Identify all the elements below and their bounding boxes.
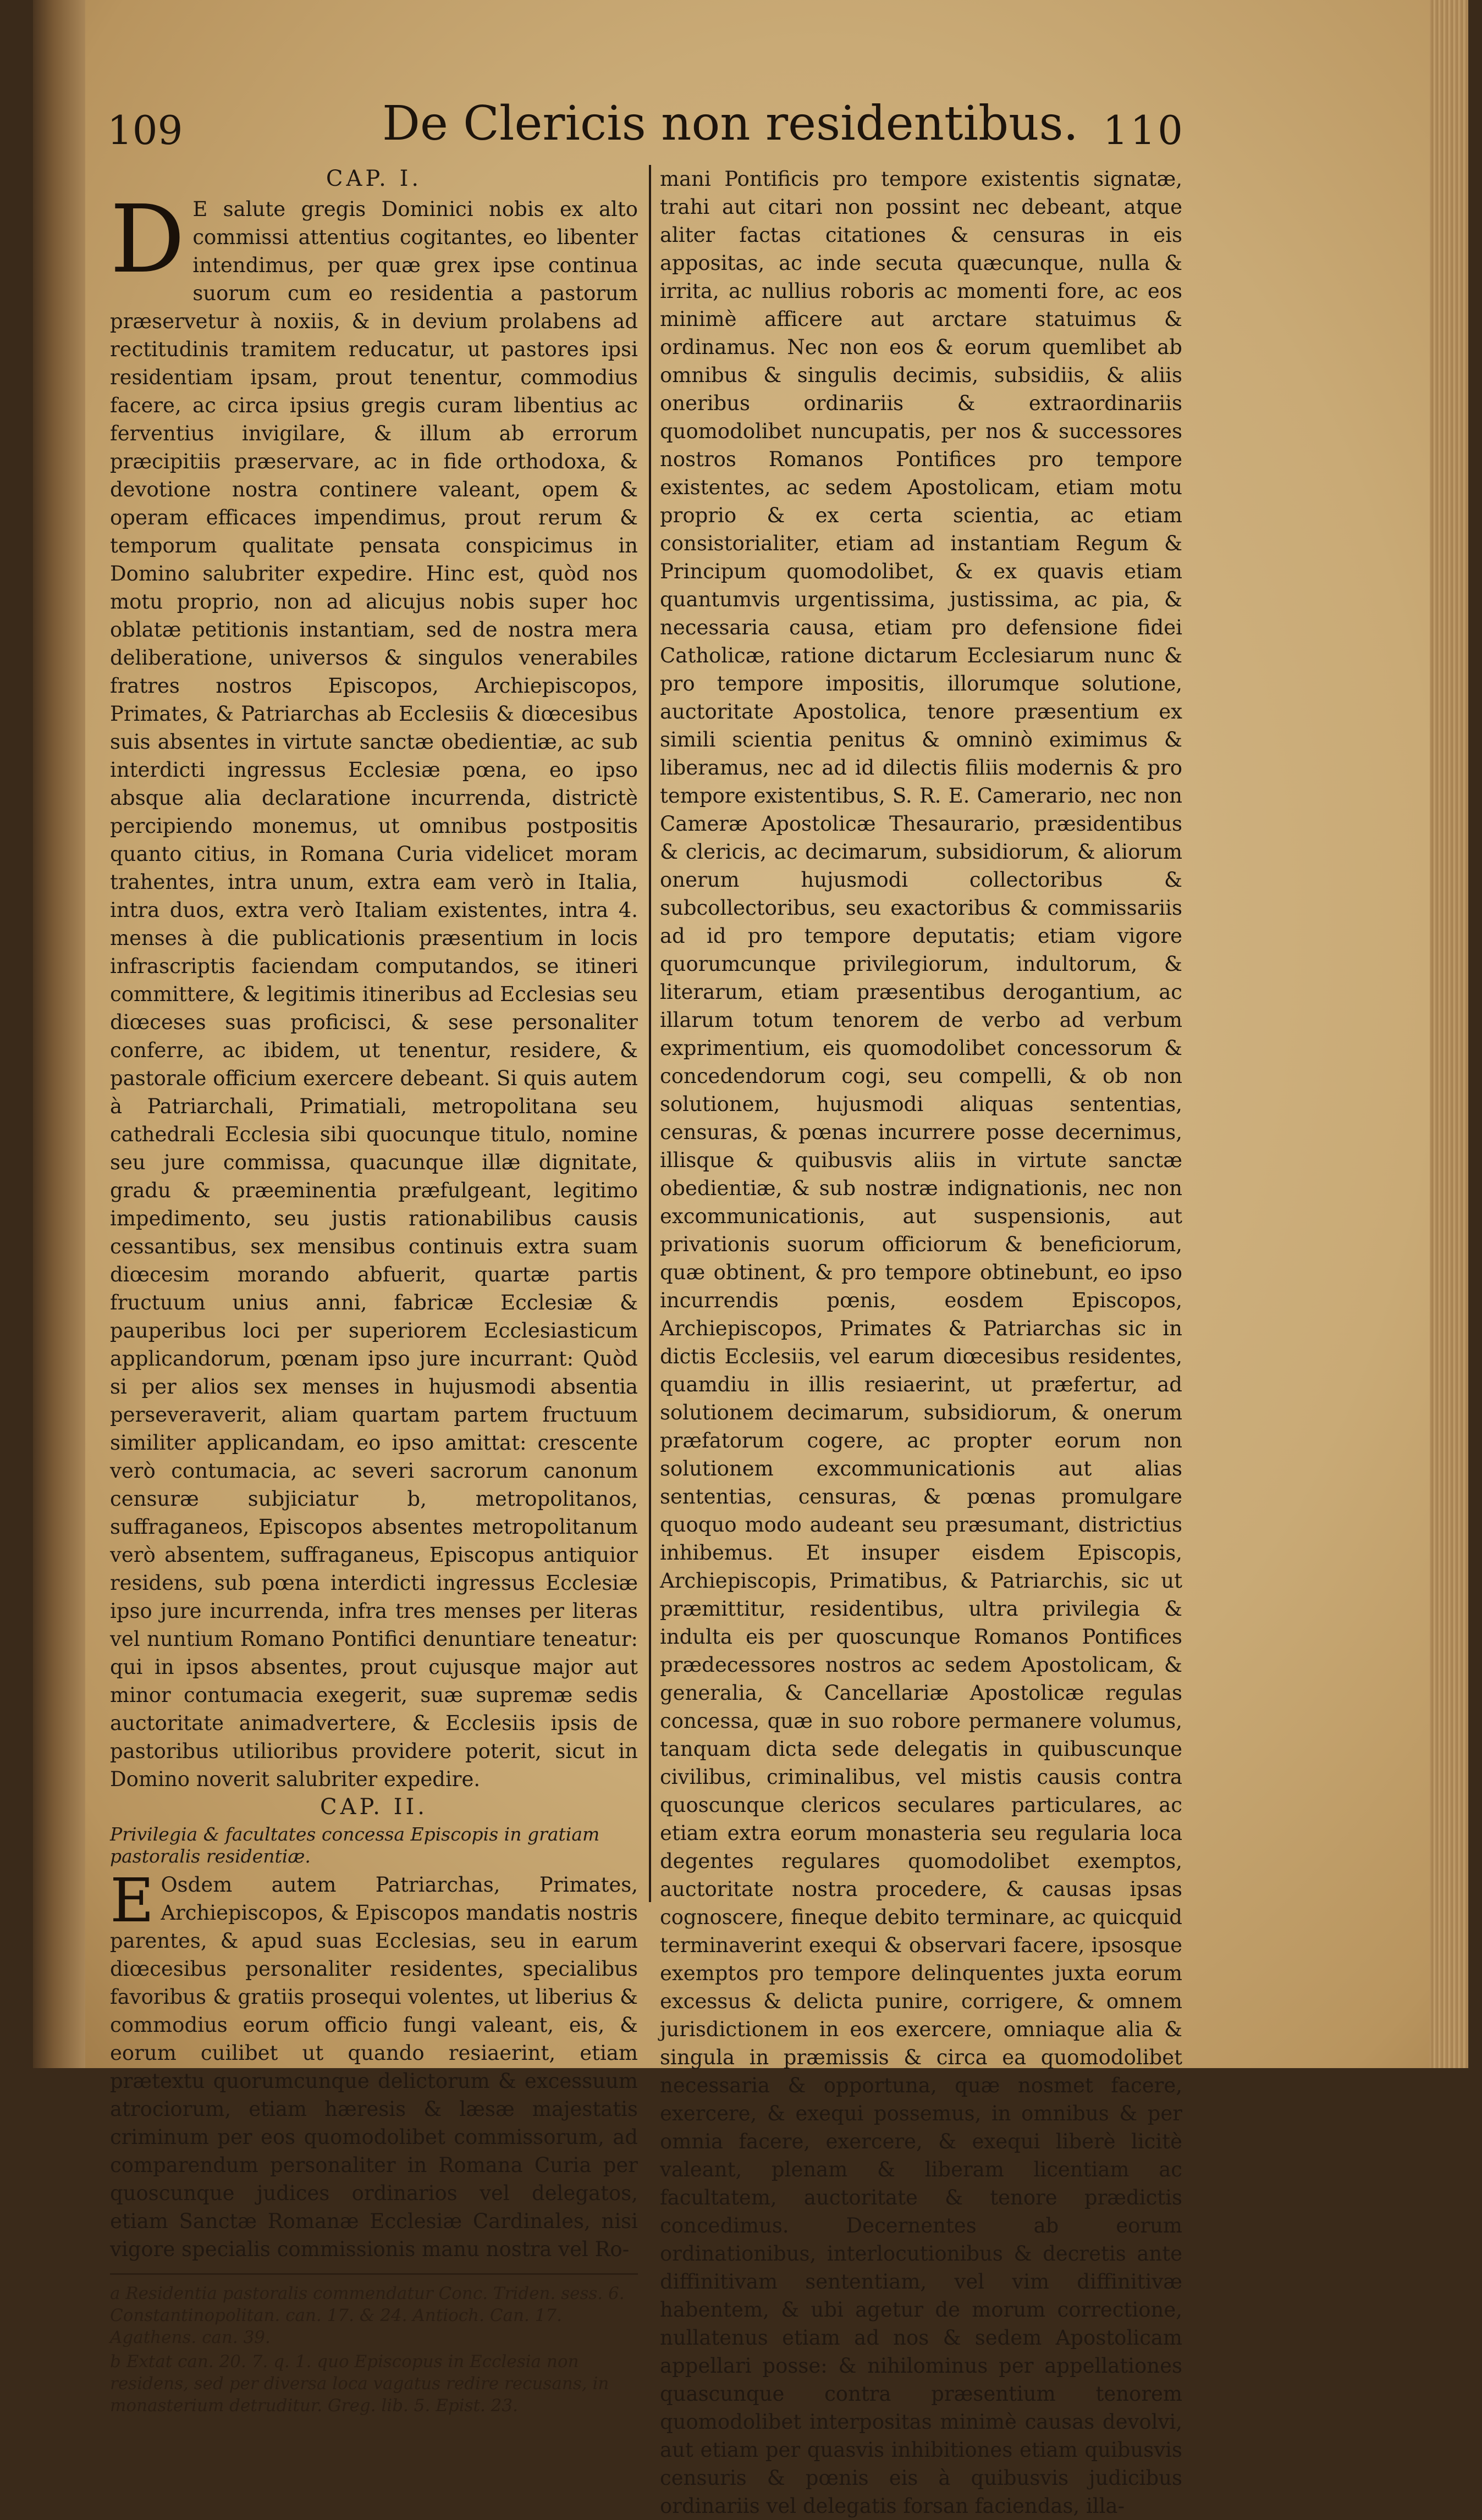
- binding-gutter: [33, 0, 85, 2068]
- chapter-2-subtitle: Privilegia & facultates concessa Episcopis in gratiam pastoralis residentiæ.: [110, 1823, 600, 1867]
- running-title: De Clericis non residentibus.: [382, 96, 1078, 151]
- column-divider: [649, 165, 651, 1902]
- footnotes: [110, 2283, 638, 2417]
- footnote-b: b Extat can. 20. 7. q. 1. quo Episcopus in Ecclesia non residens, sed per diversa loca vagatus redire recusans, in monasterium detruditur. Greg. lib. 5. Epist. 23.: [110, 2352, 609, 2416]
- drop-cap-1: D: [110, 185, 185, 294]
- right-column-body: mani Pontificis pro tempore existentis signatæ, trahi aut citari non possint nec debeant, atque aliter factas citationes & censuras in eis appositas, ac inde secuta quæcunque, nulla & irrita, ac nullius roboris ac momenti fore, ac eos minimè afficere aut arctare statuimus & ordinamus. Nec non eos & eorum quemlibet ab omnibus & singulis decimis, subsidiis, & aliis oneribus ordinariis & extraordinariis quomodolibet nuncupatis, per nos & successores nostros Romanos Pontifices pro tempore existentes, ac sedem Apostolicam, etiam motu proprio & ex certa scientia, ac etiam consistorialiter, etiam ad instantiam Regum & Principum quomodolibet, & ex quavis etiam quantumvis urgentissima, justissima, ac pia, & necessaria causa, etiam pro defensione fidei Catholicæ, ratione dictarum Ecclesiarum nunc & pro tempore impositis, illorumque solutione, auctoritate Apostolica, tenore præsentium ex simili scientia penitus & omninò eximimus & liberamus, nec ad id dilectis filiis modernis & pro tempore existentibus, S. R. E. Camerario, nec non Cameræ Apostolicæ Thesaurario, præsidentibus & clericis, ac decimarum, subsidiorum, & aliorum onerum hujusmodi collectoribus & subcollectoribus, seu exactoribus & commissariis ad id pro tempore deputatis; etiam vigore quorumcunque privilegiorum, indultorum, & literarum, etiam præsentibus derogantium, ac illarum totum tenorem de verbo ad verbum exprimentium, eis quomodolibet concessorum & concedendorum cogi, seu compelli, & ob non solutionem, hujusmodi aliquas sententias, censuras, & pœnas incurrere posse decernimus, illisque & quibusvis aliis in virtute sanctæ obedientiæ, & sub nostræ indignationis, nec non excommunicationis, aut suspensionis, aut privationis suorum officiorum & beneficiorum, quæ obtinent, & pro tempore obtinebunt, eo ipso incurrendis pœnis, eosdem Episcopos, Archiepiscopos, Primates & Patriarchas sic in dictis Ecclesiis, vel earum diœcesibus residentes, quamdiu in illis resiaerint, ut præfertur, ad solutionem decimarum, subsidiorum, & onerum præfatorum cogere, ac propter eorum non solutionem excommunicationis aut alias sententias, censuras, & pœnas promulgare quoquo modo audeant seu præsumant, districtius inhibemus. Et insuper eisdem Episcopis, Archiepiscopis, Primatibus, & Patriarchis, sic ut præmittitur, residentibus, ultra privilegia & indulta eis per quoscunque Romanos Pontifices prædecessores nostros ac sedem Apostolicam, & generalia, & Cancellariæ Apostolicæ regulas concessa, quæ in suo robore permanere volumus, tanquam dicta sede delegatis in quibuscunque civilibus, criminalibus, vel mistis causis contra quoscunque clericos seculares particulares, ac etiam extra eorum monasteria seu regularia loca degentes regulares quomodolibet exemptos, auctoritate nostra procedere, & causas ipsas cognoscere, fineque debito terminare, ac quicquid terminaverint exequi & observari facere, ipsosque exemptos pro tempore delinquentes juxta eorum excessus & delicta punire, corrigere, & omnem jurisdictionem in eos exercere, omniaque alia & singula in præmissis & circa ea quomodolibet necessaria & opportuna, quæ nosmet facere, exercere, & exequi possemus, in omnibus & per omnia facere, exercere, & exequi liberè licitè valeant, plenam & liberam licentiam ac facultatem, auctoritate & tenore prædictis concedimus. Decernentes ab eorum ordinationibus, interlocutionibus & decretis ante diffinitivam sententiam, vel vim diffinitivæ habentem, & ubi agetur de morum correctione, nullatenus etiam ad nos & sedem Apostolicam appellari posse: & nihilominus per appellationes quascunque contra præsentium tenorem quomodolibet interpositas minimè causas devolvi, aut etiam per quasvis inhibitiones etiam quibusvis censuris & pœnis eis à quibusvis judicibus ordinariis vel delegatis forsan faciendas, illa-: [660, 167, 1182, 2518]
- footnote-rule: [110, 2273, 638, 2275]
- left-column: [110, 165, 638, 2419]
- page-number-right: 110: [1103, 107, 1185, 153]
- running-header: [107, 96, 1185, 157]
- chapter-1-text: [110, 185, 638, 1793]
- right-column: [660, 165, 1182, 2520]
- footnote-a: a Residentia pastoralis commendatur Conc. Triden. sess. 6. Constantinopolitan. can. 17. & 24. Antioch. Can. 17. Agathens. can. 39.: [110, 2284, 625, 2347]
- chapter-1-body: E salute gregis Dominici nobis ex alto commissi attentius cogitantes, eo libenter intendimus, per quæ grex ipse continua suorum cum eo residentia a pastorum præservetur à noxiis, & in devium prolabens ad rectitudinis tramitem reducatur, ut pastores ipsi residentiam ipsam, prout tenentur, commodius facere, ac circa ipsius gregis curam libentius ac ferventius invigilare, & illum ab errorum præcipitiis præservare, ac in fide orthodoxa, & devotione nostra continere valeant, opem & operam efficaces impendimus, prout rerum & temporum qualitate pensata conspicimus in Domino salubriter expedire. Hinc est, quòd nos motu proprio, non ad alicujus nobis super hoc oblatæ petitionis instantiam, sed de nostra mera deliberatione, universos & singulos venerabiles fratres nostros Episcopos, Archiepiscopos, Primates, & Patriarchas ab Ecclesiis & diœcesibus suis absentes in virtute sanctæ obedientiæ, ac sub interdicti ingressus Ecclesiæ pœna, eo ipso absque alia declaratione incurrenda, districtè percipiendo monemus, ut omnibus postpositis quanto citius, in Romana Curia videlicet moram trahentes, intra unum, extra eam verò in Italia, intra duos, extra verò Italiam existentes, intra 4. menses à die publicationis præsentium in locis infrascriptis faciendam computandos, se itineri committere, & legitimis itineribus ad Ecclesias seu diœceses suas proficisci, & sese personaliter conferre, ac ibidem, ut tenentur, residere, & pastorale officium exercere debeant. Si quis autem à Patriarchali, Primatiali, metropolitana seu cathedrali Ecclesia sibi quocunque titulo, nomine seu jure commissa, quacunque illæ dignitate, gradu & præeminentia præfulgeant, legitimo impedimento, seu justis rationabilibus causis cessantibus, sex mensibus continuis extra suam diœcesim morando abfuerit, quartæ partis fructuum unius anni, fabricæ Ecclesiæ & pauperibus loci per superiorem Ecclesiasticum applicandorum, pœnam ipso jure incurrant: Quòd si per alios sex menses in hujusmodi absentia perseveraverit, aliam quartam partem fructuum similiter applicandam, eo ipso amittat: crescente verò contumacia, ac severi sacrorum canonum censuræ subjiciatur b, metropolitanos, suffraganeos, Episcopos absentes metropolitanum verò absentem, suffraganeus, Episcopus antiquior residens, sub pœna interdicti ingressus Ecclesiæ ipso jure incurrenda, infra tres menses per literas vel nuntium Romano Pontifici denuntiare teneatur: qui in ipsos absentes, prout cujusque major aut minor contumacia exegerit, suæ supremæ sedis auctoritate animadvertere, & Ecclesiis ipsis de pastoribus utilioribus providere poterit, sicut in Domino noverit salubriter expedire.: [110, 197, 638, 1791]
- chapter-2-body: Osdem autem Patriarchas, Primates, Archiepiscopos, & Episcopos mandatis nostris parentes, & apud suas Ecclesias, seu in earum diœcesibus personaliter residentes, specialibus favoribus & gratiis prosequi volentes, ut liberius & commodius eorum officio fungi valeant, eis, & eorum cuilibet ut quando resiaerint, etiam prætextu quorumcunque delictorum & excessuum atrociorum, etiam hæresis & læsæ majestatis criminum per eos quomodolibet commissorum, ad comparendum personaliter in Romana Curia per quoscunque judices ordinarios vel delegatos, etiam Sanctæ Romanæ Ecclesiæ Cardinales, nisi vigore specialis commissionis manu nostra vel Ro-: [110, 1873, 638, 2261]
- page-edges: [1430, 0, 1468, 2068]
- book-page: [33, 0, 1468, 2518]
- drop-cap-2: E: [110, 1865, 155, 1936]
- chapter-heading-2: CAP. II.: [319, 1794, 428, 1820]
- chapter-2-text: [110, 1865, 638, 2263]
- page-number-left: 109: [107, 107, 183, 153]
- chapter-heading-1: CAP. I.: [326, 166, 422, 191]
